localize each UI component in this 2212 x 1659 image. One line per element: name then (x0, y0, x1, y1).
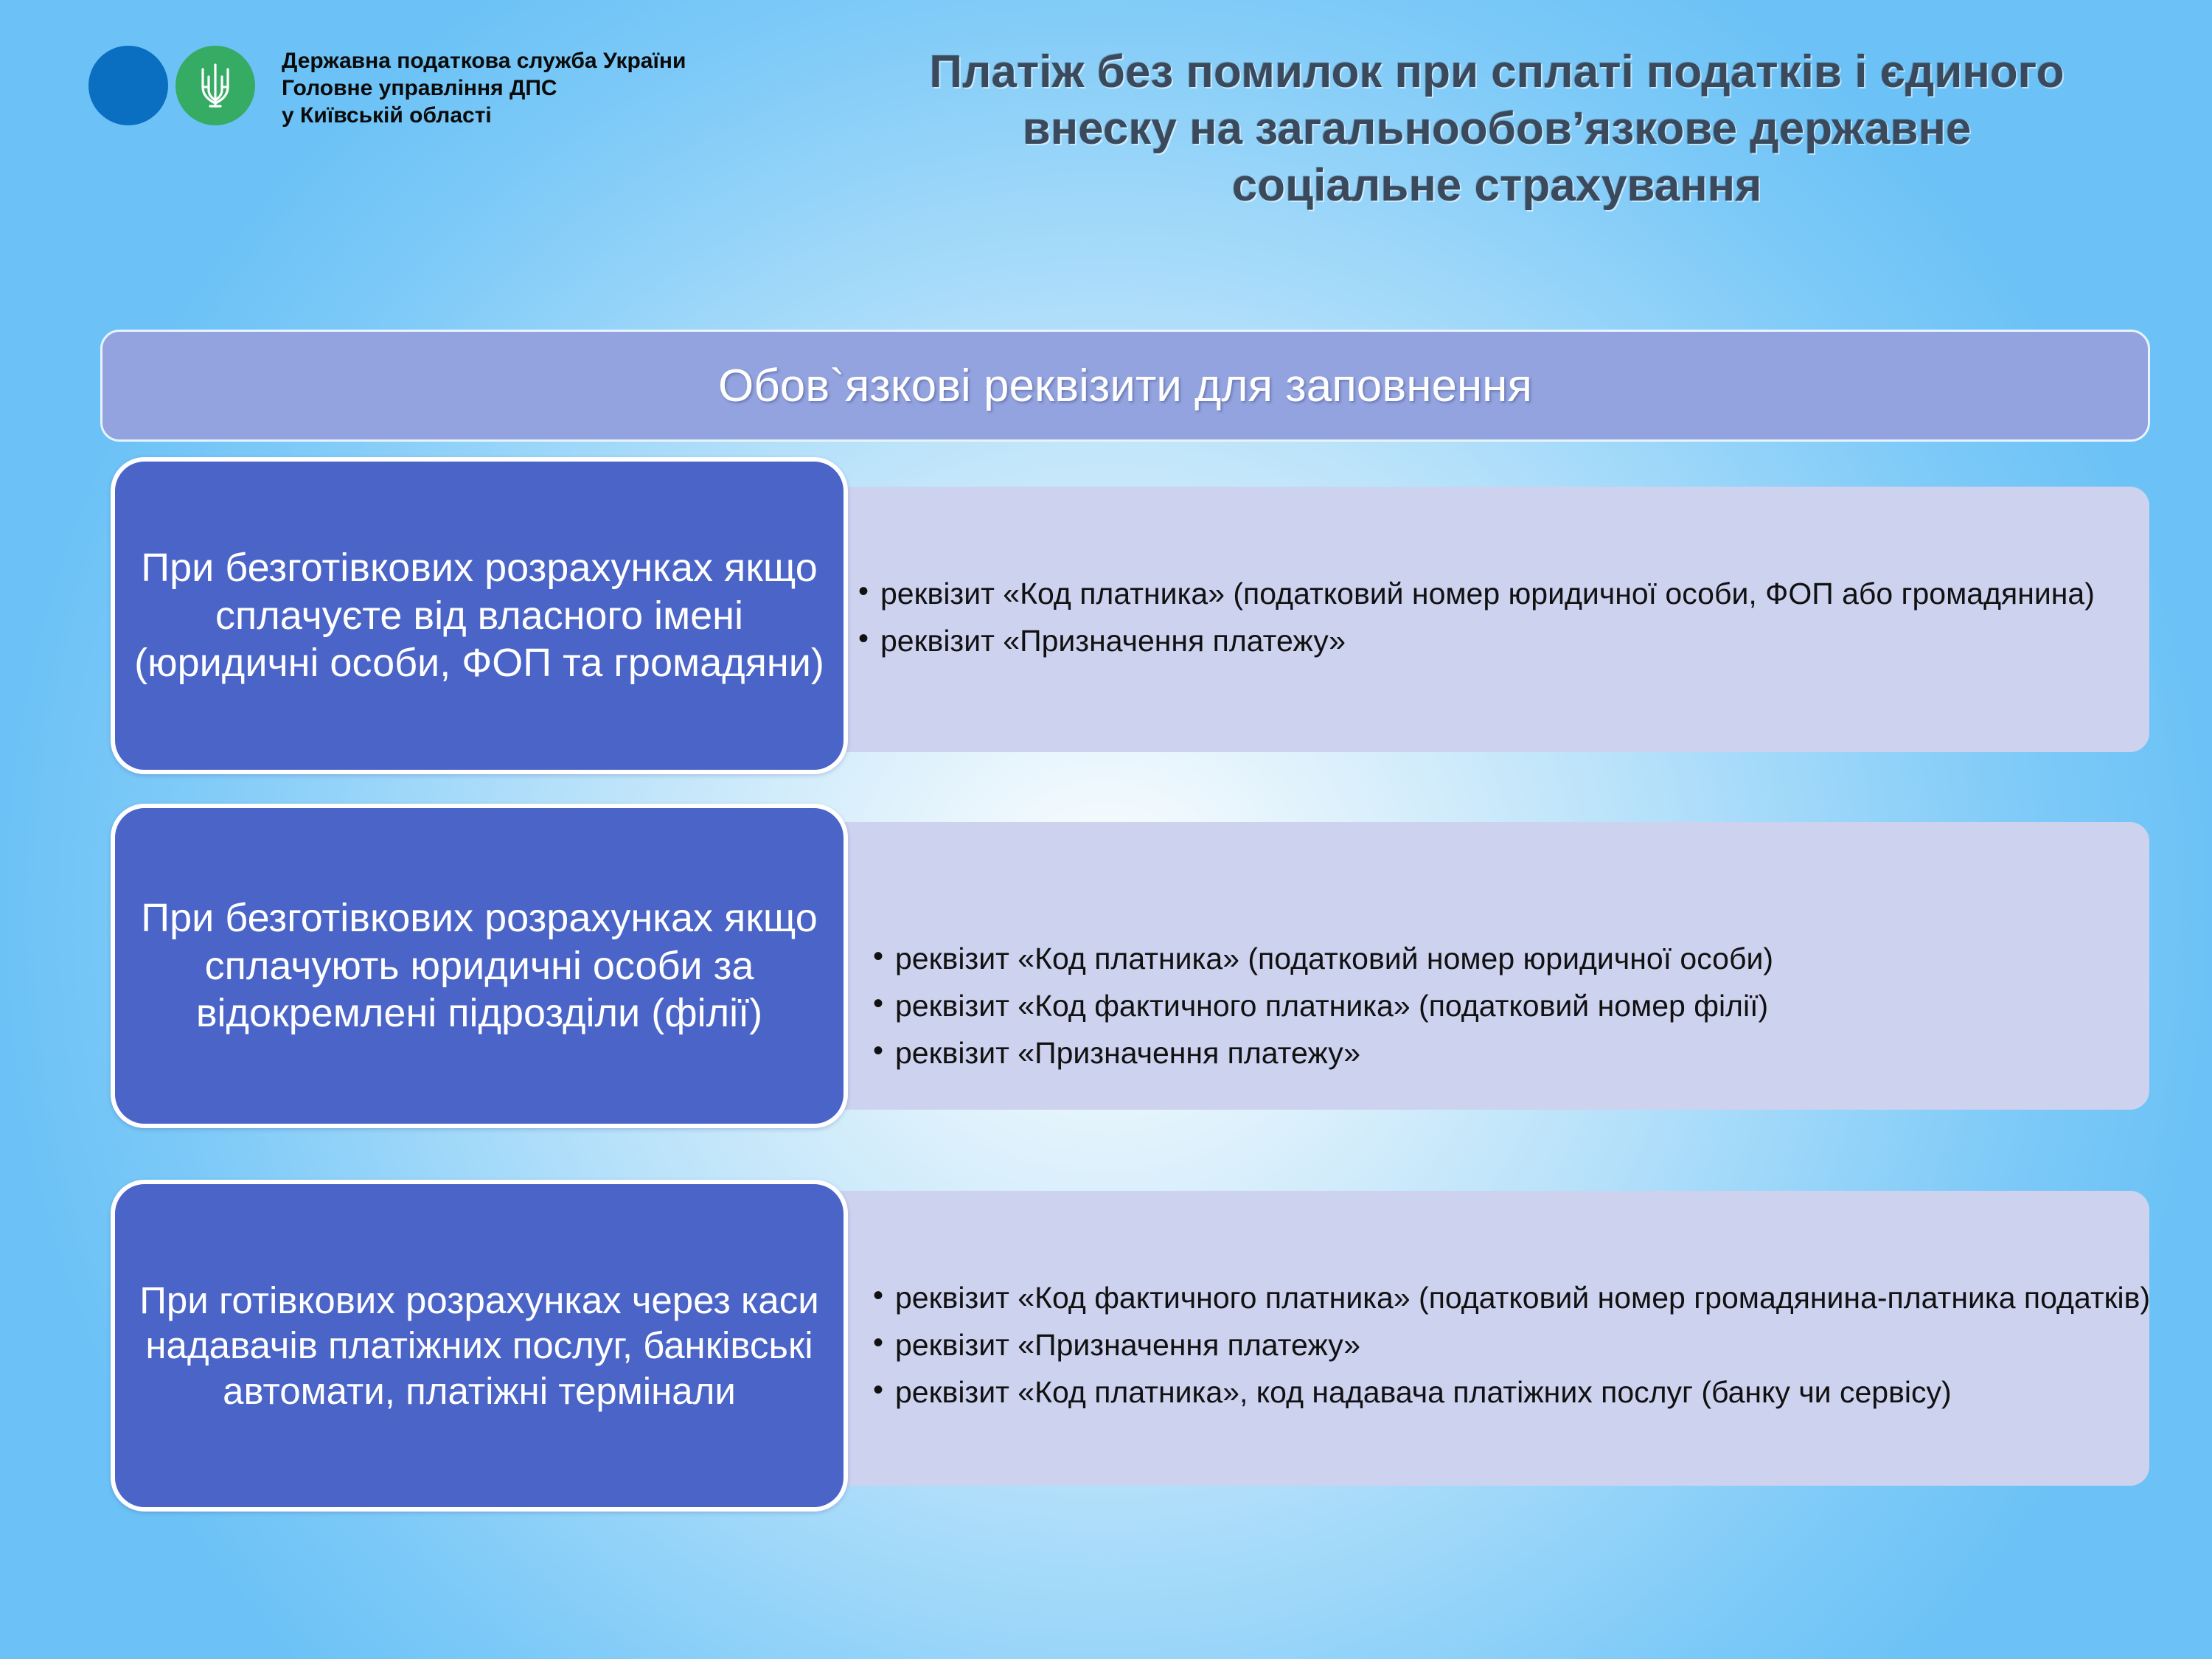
section-3-label: При готівкових розрахунках через каси надавачів платіжних послуг, банківські автомати, платіжні термінали (139, 1279, 819, 1412)
mandatory-fields-banner (100, 330, 2150, 442)
slide-title-line-2: внеску на загальнообов’язкове державне (1022, 102, 1972, 154)
logo-green-circle-icon (175, 46, 255, 125)
organization-line-2: Головне управління ДПС (282, 76, 557, 101)
slide-title-line-1: Платіж без помилок при сплаті податків і єдиного (929, 46, 2065, 97)
section-3-label-box (111, 1180, 848, 1512)
slide-title-line-3: соціальне страхування (1231, 159, 1762, 211)
banner-label: Обов`язкові реквізити для заповнення (718, 360, 1532, 411)
section-row-1 (0, 457, 2212, 774)
list-item: • реквізит «Код платника» (податковий номер юридичної особи) (870, 940, 2138, 977)
list-item: • реквізит «Код фактичного платника» (податковий номер громадянина-платника податків) (870, 1279, 2153, 1316)
logo-marks (88, 46, 273, 125)
section-2-label: При безготівкових розрахунках якщо сплачують юридичні особи за відокремлені підрозділи (філії) (141, 895, 818, 1036)
logo-blue-circle-icon (88, 46, 168, 125)
section-3-bullet-list (870, 1279, 2153, 1421)
list-item: • реквізит «Призначення платежу» (870, 1326, 2153, 1363)
section-1-label: При безготівкових розрахунках якщо сплачуєте від власного імені (юридичні особи, ФОП та громадяни) (134, 545, 824, 686)
section-row-2 (0, 804, 2212, 1135)
list-item: • реквізит «Код фактичного платника» (податковий номер філії) (870, 987, 2138, 1024)
section-1-label-box (111, 457, 848, 774)
list-item: • реквізит «Призначення платежу» (870, 1034, 2138, 1071)
organization-line-1: Державна податкова служба України (282, 49, 686, 73)
section-2-label-box (111, 804, 848, 1128)
organization-name (282, 47, 686, 130)
section-1-bullet-list (855, 575, 2138, 669)
organization-logo-block (88, 46, 686, 130)
section-2-bullet-list (870, 940, 2138, 1082)
section-row-3 (0, 1172, 2212, 1512)
list-item: • реквізит «Код платника» (податковий номер юридичної особи, ФОП або громадянина) (855, 575, 2138, 612)
slide-title (826, 44, 2168, 215)
organization-line-3: у Київській області (282, 103, 492, 128)
list-item: • реквізит «Призначення платежу» (855, 622, 2138, 659)
slide-header (0, 0, 2212, 295)
list-item: • реквізит «Код платника», код надавача платіжних послуг (банку чи сервісу) (870, 1374, 2153, 1411)
ukraine-trident-icon (192, 58, 238, 114)
